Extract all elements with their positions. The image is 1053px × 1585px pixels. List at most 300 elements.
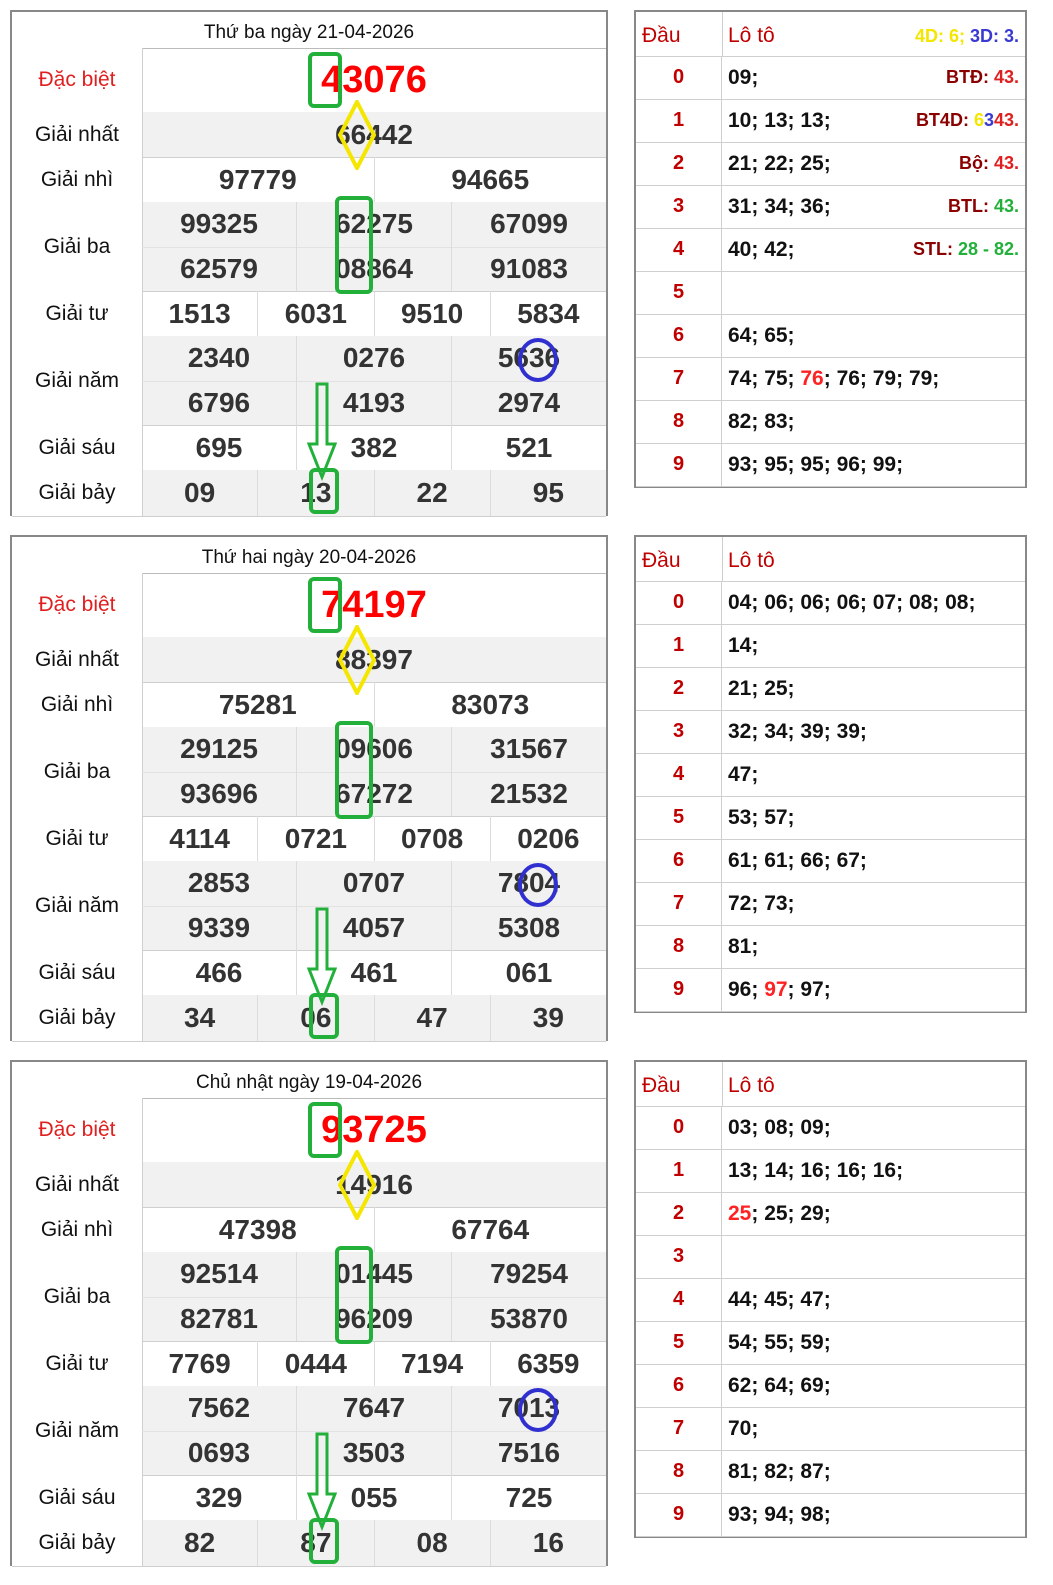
prize-line (142, 906, 606, 951)
prize-line (142, 1386, 606, 1432)
loto-number: 29 (800, 1202, 824, 1225)
prize-label-fourth: Giải tư (12, 1341, 143, 1386)
loto-number: 13 (800, 109, 824, 132)
yellow-diamond-marker (337, 1150, 377, 1220)
results-table (10, 1060, 608, 1566)
loto-values: 96; 97; 97; (728, 978, 831, 1001)
loto-number: 67 (836, 849, 860, 872)
loto-number: 13 (728, 1159, 752, 1182)
loto-stat (913, 228, 1019, 271)
loto-header (636, 1062, 1025, 1107)
prize-values-seventh (142, 1520, 606, 1566)
prize-values-fourth (142, 291, 606, 336)
prize-number: 7013 (497, 1392, 561, 1424)
loto-row (636, 624, 1025, 668)
prize-number: 7194 (375, 1341, 491, 1386)
prize-number: 7516 (497, 1436, 561, 1468)
prize-label-first: Giải nhất (12, 112, 143, 157)
loto-number: 82 (728, 410, 752, 433)
loto-row (636, 753, 1025, 797)
loto-number: 14 (764, 1159, 788, 1182)
loto-number: 06 (800, 591, 824, 614)
prize-values-sixth (142, 950, 606, 995)
prize-row-second (12, 157, 606, 203)
prize-line (142, 1475, 606, 1520)
prize-number: 91083 (490, 252, 568, 284)
loto-row (636, 1493, 1025, 1537)
loto-row (636, 1407, 1025, 1451)
loto-header-loto: Lô tô (722, 12, 775, 56)
loto-row (636, 1235, 1025, 1279)
prize-number: 14916 (335, 1168, 413, 1200)
loto-row (636, 56, 1025, 100)
loto-number: 32 (728, 720, 752, 743)
loto-values: 54; 55; 59; (728, 1331, 831, 1354)
loto-number: 64 (764, 1374, 788, 1397)
loto-number: 54 (728, 1331, 752, 1354)
loto-head-digit: 3 (636, 185, 722, 228)
prize-number: 6031 (258, 291, 374, 336)
yellow-diamond-marker (337, 625, 377, 695)
loto-number: 95 (800, 453, 824, 476)
prize-row-first (12, 637, 606, 683)
loto-row (636, 443, 1025, 487)
loto-number: 73 (764, 892, 788, 915)
loto-head-digit: 1 (636, 1149, 722, 1192)
prize-row-special (12, 48, 606, 113)
prize-number: 5834 (517, 297, 580, 329)
results-date-title: Thứ hai ngày 20-04-2026 (12, 537, 606, 574)
loto-values: 21; 25; (728, 677, 795, 700)
loto-row (636, 142, 1025, 186)
stat-btl-label: BTL: (947, 196, 994, 216)
prize-row-third (12, 202, 606, 292)
prize-number: 39 (532, 1002, 564, 1033)
loto-head-digit: 6 (636, 839, 722, 882)
loto-number: 96 (728, 978, 752, 1001)
loto-head-digit: 7 (636, 1407, 722, 1450)
loto-number: 08 (764, 1116, 788, 1139)
prize-number: 67272 (297, 772, 452, 817)
loto-number: 07 (872, 591, 897, 614)
loto-values: 53; 57; (728, 806, 795, 829)
prize-number: 0721 (258, 816, 374, 861)
loto-number: 95 (764, 453, 788, 476)
loto-table (634, 1060, 1027, 1538)
loto-number: 34 (764, 720, 788, 743)
loto-number: 53 (728, 806, 752, 829)
loto-number: 44 (728, 1288, 752, 1311)
prize-number: 34 (142, 995, 258, 1041)
loto-number: 13 (764, 109, 788, 132)
loto-number: 64 (728, 324, 752, 347)
loto-head-digit: 3 (636, 710, 722, 753)
prize-number: 82 (142, 1520, 258, 1566)
prize-number: 4057 (297, 906, 452, 951)
loto-row (636, 1278, 1025, 1322)
stat-bt4d-b: 3 (983, 110, 994, 130)
loto-row (636, 968, 1025, 1012)
loto-number: 39 (800, 720, 824, 743)
prize-values-sixth (142, 1475, 606, 1520)
prize-line (142, 1252, 606, 1298)
loto-number: 09 (800, 1116, 824, 1139)
prize-number: 0444 (258, 1341, 374, 1386)
loto-values: 32; 34; 39; 39; (728, 720, 867, 743)
loto-row (636, 882, 1025, 926)
prize-number: 94665 (451, 163, 530, 195)
prize-number: 4193 (297, 381, 452, 426)
loto-values: 44; 45; 47; (728, 1288, 831, 1311)
prize-number: 055 (297, 1475, 452, 1520)
loto-values: 25; 25; 29; (728, 1202, 831, 1225)
loto-head-digit: 7 (636, 357, 722, 400)
stat-bt4d-c: 43. (993, 110, 1019, 130)
loto-header-dau: Đầu (642, 549, 681, 572)
prize-label-third: Giải ba (12, 202, 143, 291)
stat-4d-value: 6; (948, 26, 970, 46)
loto-values: 13; 14; 16; 16; 16; (728, 1159, 904, 1182)
loto-table (634, 10, 1027, 488)
prize-label-third: Giải ba (12, 1252, 143, 1341)
loto-head-digit: 2 (636, 142, 722, 185)
prize-row-third (12, 1252, 606, 1342)
prize-number: 9339 (142, 906, 297, 951)
loto-stat (916, 99, 1019, 142)
prize-number: 1513 (142, 291, 258, 336)
prize-label-special: Đặc biệt (12, 48, 143, 112)
loto-number: 82 (764, 1460, 788, 1483)
loto-row (636, 839, 1025, 883)
loto-values: 14; (728, 634, 759, 657)
loto-header (636, 12, 1025, 57)
loto-number: 93 (728, 1503, 752, 1526)
loto-row (636, 357, 1025, 401)
prize-number: 82781 (142, 1297, 297, 1342)
loto-values: 10; 13; 13; (728, 109, 831, 132)
loto-number: 45 (764, 1288, 788, 1311)
prize-number: 95 (532, 477, 564, 508)
loto-number: 08 (908, 591, 933, 614)
prize-number: 461 (297, 950, 452, 995)
stat-3d-value: 3. (1003, 26, 1019, 46)
loto-row (636, 314, 1025, 358)
prize-row-fourth (12, 291, 606, 337)
loto-number: 57 (764, 806, 788, 829)
loto-values: 21; 22; 25; (728, 152, 831, 175)
loto-number: 97 (800, 978, 824, 1001)
loto-number: 25 (728, 1202, 752, 1225)
prize-label-special: Đặc biệt (12, 1098, 143, 1162)
prize-number: 75281 (142, 682, 375, 727)
loto-head-digit: 1 (636, 624, 722, 667)
loto-number: 97 (764, 978, 788, 1001)
prize-number: 4114 (142, 816, 258, 861)
stat-btl-value: 43. (993, 196, 1019, 216)
day-block (0, 0, 1053, 526)
prize-row-third (12, 727, 606, 817)
prize-label-fourth: Giải tư (12, 816, 143, 861)
loto-number: 98 (800, 1503, 824, 1526)
loto-number: 70 (728, 1417, 752, 1440)
prize-number: 0708 (375, 816, 491, 861)
day-block (0, 525, 1053, 1051)
prize-number: 0206 (517, 822, 580, 854)
prize-values-third (142, 727, 606, 816)
loto-values: 72; 73; (728, 892, 795, 915)
loto-header (636, 537, 1025, 582)
loto-head-digit: 3 (636, 1235, 722, 1278)
loto-values: 93; 95; 95; 96; 99; (728, 453, 904, 476)
loto-head-digit: 6 (636, 1364, 722, 1407)
loto-row (636, 581, 1025, 625)
prize-number: 62579 (142, 247, 297, 292)
loto-row (636, 400, 1025, 444)
prize-number: 31567 (490, 733, 568, 765)
stat-4d-label: 4D: (914, 26, 949, 46)
prize-number: 466 (142, 950, 297, 995)
loto-values: 04; 06; 06; 06; 07; 08; 08; (728, 591, 976, 614)
loto-stat (948, 185, 1019, 228)
prize-label-second: Giải nhì (12, 1207, 143, 1252)
prize-label-fifth: Giải năm (12, 861, 143, 950)
loto-header-loto: Lô tô (722, 537, 775, 581)
loto-number: 81 (728, 1460, 752, 1483)
loto-head-digit: 9 (636, 1493, 722, 1536)
loto-number: 79 (908, 367, 933, 390)
prize-row-first (12, 1162, 606, 1208)
loto-row (636, 99, 1025, 143)
loto-row (636, 925, 1025, 969)
loto-row (636, 1321, 1025, 1365)
loto-head-digit: 2 (636, 667, 722, 710)
prize-label-sixth: Giải sáu (12, 950, 143, 995)
loto-head-digit: 4 (636, 1278, 722, 1321)
prize-number: 29125 (142, 727, 297, 772)
loto-stat (946, 56, 1019, 99)
prize-number: 93725 (321, 1108, 427, 1151)
loto-number: 83 (764, 410, 788, 433)
prize-label-first: Giải nhất (12, 637, 143, 682)
loto-number: 61 (728, 849, 752, 872)
loto-values: 82; 83; (728, 410, 795, 433)
prize-values-third (142, 202, 606, 291)
prize-number: 7647 (297, 1386, 452, 1431)
prize-label-fifth: Giải năm (12, 1386, 143, 1475)
loto-stat (959, 142, 1019, 185)
loto-header-dau: Đầu (642, 1074, 681, 1097)
loto-row (636, 1364, 1025, 1408)
prize-line (142, 772, 606, 817)
loto-number: 25 (764, 1202, 788, 1225)
prize-line (142, 202, 606, 248)
loto-row (636, 1149, 1025, 1193)
prize-number: 43076 (321, 58, 427, 101)
prize-values-sixth (142, 425, 606, 470)
prize-values-seventh (142, 995, 606, 1041)
prize-values-fifth (142, 1386, 606, 1475)
prize-number: 6796 (142, 381, 297, 426)
prize-line (142, 291, 606, 336)
loto-number: 75 (764, 367, 788, 390)
loto-number: 03 (728, 1116, 752, 1139)
loto-number: 06 (836, 591, 860, 614)
green-down-arrow (307, 907, 337, 1007)
prize-number: 521 (505, 431, 553, 463)
prize-line (142, 336, 606, 382)
loto-number: 59 (800, 1331, 824, 1354)
prize-row-second (12, 1207, 606, 1253)
prize-line (142, 1431, 606, 1476)
prize-values-seventh (142, 470, 606, 516)
prize-line (142, 470, 606, 516)
loto-header-loto: Lô tô (722, 1062, 775, 1106)
prize-number: 79254 (490, 1258, 568, 1290)
prize-row-special (12, 573, 606, 638)
prize-number: 62275 (297, 202, 452, 247)
prize-values-fifth (142, 336, 606, 425)
green-down-arrow (307, 1432, 337, 1532)
prize-values-fourth (142, 1341, 606, 1386)
loto-number: 21 (728, 677, 752, 700)
prize-number: 0707 (297, 861, 452, 906)
loto-values: 74; 75; 76; 76; 79; 79; (728, 367, 940, 390)
loto-number: 69 (800, 1374, 824, 1397)
loto-number: 04 (728, 591, 752, 614)
prize-number: 53870 (490, 1302, 568, 1334)
loto-values: 40; 42; (728, 238, 795, 261)
prize-row-fourth (12, 816, 606, 862)
loto-row (636, 228, 1025, 272)
loto-head-digit: 5 (636, 271, 722, 314)
loto-values: 47; (728, 763, 759, 786)
prize-row-fourth (12, 1341, 606, 1387)
loto-header-dau: Đầu (642, 24, 681, 47)
loto-table (634, 535, 1027, 1013)
loto-number: 14 (728, 634, 752, 657)
prize-number: 695 (142, 425, 297, 470)
loto-values: 61; 61; 66; 67; (728, 849, 867, 872)
prize-number: 5308 (497, 911, 561, 943)
prize-row-special (12, 1098, 606, 1163)
prize-line (142, 1520, 606, 1566)
stat-bo-value: 43. (993, 153, 1019, 173)
loto-number: 16 (872, 1159, 897, 1182)
prize-number: 0693 (142, 1431, 297, 1476)
loto-number: 76 (800, 367, 824, 390)
prize-line (142, 727, 606, 773)
loto-head-digit: 8 (636, 1450, 722, 1493)
loto-number: 21 (728, 152, 752, 175)
stats-4d-3d (915, 12, 1019, 56)
loto-head-digit: 8 (636, 400, 722, 443)
loto-number: 94 (764, 1503, 788, 1526)
prize-number: 74197 (321, 583, 427, 626)
loto-head-digit: 0 (636, 1106, 722, 1149)
loto-values: 64; 65; (728, 324, 795, 347)
prize-label-fourth: Giải tư (12, 291, 143, 336)
loto-number: 55 (764, 1331, 788, 1354)
prize-number: 2853 (142, 861, 297, 906)
loto-number: 96 (836, 453, 860, 476)
loto-number: 42 (764, 238, 788, 261)
prize-row-second (12, 682, 606, 728)
prize-number: 87 (258, 1520, 374, 1566)
loto-number: 74 (728, 367, 752, 390)
prize-number: 6359 (517, 1347, 580, 1379)
loto-row (636, 1450, 1025, 1494)
loto-number: 16 (836, 1159, 860, 1182)
results-date-title: Thứ ba ngày 21-04-2026 (12, 12, 606, 49)
prize-line (142, 247, 606, 292)
stat-btd-label: BTĐ: (945, 67, 994, 87)
yellow-diamond-marker (337, 100, 377, 170)
prize-label-seventh: Giải bảy (12, 1520, 143, 1566)
stat-btd-value: 43. (993, 67, 1019, 87)
results-date-title: Chủ nhật ngày 19-04-2026 (12, 1062, 606, 1099)
prize-number: 67764 (451, 1213, 530, 1245)
prize-line (142, 995, 606, 1041)
prize-number: 16 (532, 1527, 564, 1558)
loto-number: 61 (764, 849, 788, 872)
green-down-arrow (307, 382, 337, 482)
stat-bt4d-label: BT4D: (915, 110, 974, 130)
loto-number: 72 (728, 892, 752, 915)
loto-number: 39 (836, 720, 860, 743)
loto-number: 16 (800, 1159, 824, 1182)
prize-number: 92514 (142, 1252, 297, 1297)
prize-number: 47 (375, 995, 491, 1041)
loto-head-digit: 0 (636, 56, 722, 99)
prize-number: 725 (505, 1481, 553, 1513)
prize-label-seventh: Giải bảy (12, 995, 143, 1041)
loto-head-digit: 4 (636, 753, 722, 796)
prize-label-special: Đặc biệt (12, 573, 143, 637)
prize-row-first (12, 112, 606, 158)
loto-row (636, 1106, 1025, 1150)
loto-number: 09 (728, 66, 752, 89)
prize-values-third (142, 1252, 606, 1341)
day-block (0, 1050, 1053, 1576)
loto-values: 81; (728, 935, 759, 958)
loto-head-digit: 9 (636, 968, 722, 1011)
prize-line (142, 381, 606, 426)
stat-bt4d-a: 6 (973, 110, 984, 130)
prize-line (142, 950, 606, 995)
prize-number: 7804 (497, 867, 561, 899)
prize-label-fifth: Giải năm (12, 336, 143, 425)
loto-number: 06 (764, 591, 788, 614)
loto-row (636, 185, 1025, 229)
loto-head-digit: 9 (636, 443, 722, 486)
prize-label-sixth: Giải sáu (12, 1475, 143, 1520)
loto-number: 47 (800, 1288, 824, 1311)
loto-number: 47 (728, 763, 752, 786)
loto-number: 40 (728, 238, 752, 261)
prize-label-second: Giải nhì (12, 157, 143, 202)
prize-number: 97779 (142, 157, 375, 202)
loto-number: 36 (800, 195, 824, 218)
loto-number: 87 (800, 1460, 824, 1483)
loto-values: 62; 64; 69; (728, 1374, 831, 1397)
prize-number: 08 (375, 1520, 491, 1566)
prize-number: 22 (375, 470, 491, 516)
loto-row (636, 710, 1025, 754)
loto-number: 34 (764, 195, 788, 218)
prize-number: 93696 (142, 772, 297, 817)
stat-stl-label: STL: (912, 239, 958, 259)
prize-number: 7562 (142, 1386, 297, 1431)
